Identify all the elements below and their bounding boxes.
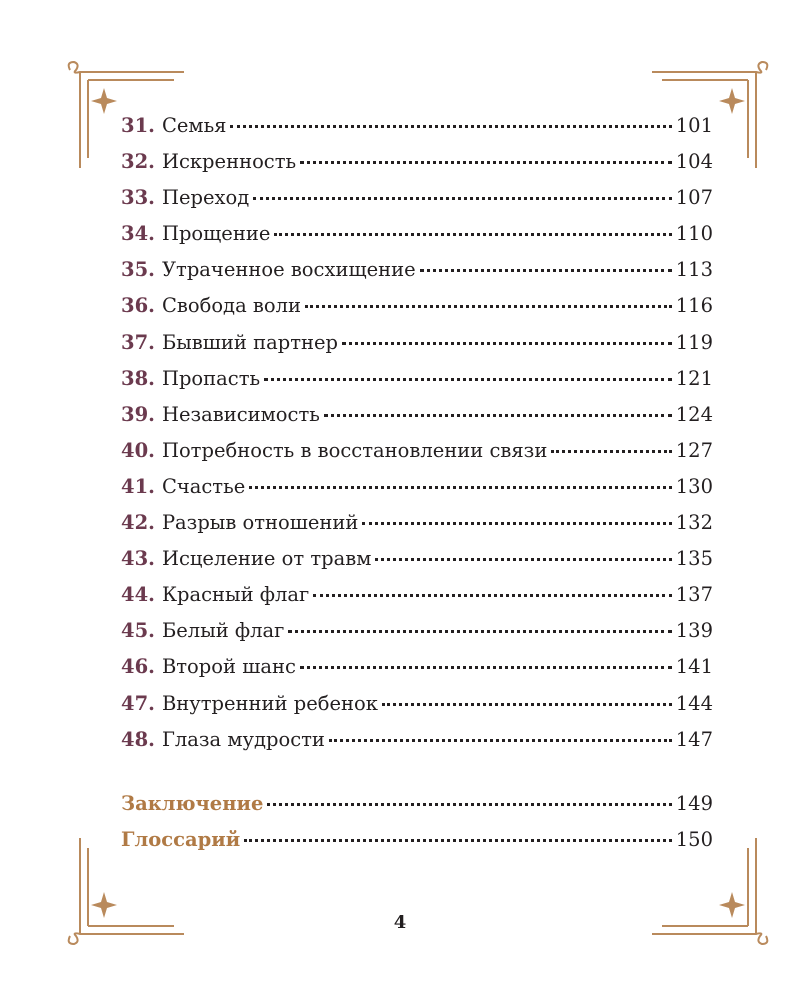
- toc-entry[interactable]: [121, 583, 713, 619]
- entry-page: 150: [675, 827, 713, 851]
- entry-number: 45.: [121, 619, 155, 643]
- entry-title: Прощение: [161, 222, 271, 246]
- dot-leader: [329, 739, 672, 742]
- dot-leader: [274, 233, 671, 236]
- entry-number: 31.: [121, 114, 155, 137]
- entry-page: 130: [675, 474, 713, 498]
- entry-title: Белый флаг: [161, 619, 285, 643]
- entry-title: Внутренний ребенок: [161, 691, 378, 715]
- dot-leader: [267, 803, 671, 806]
- entry-page: 110: [675, 222, 713, 246]
- entry-title: Бывший партнер: [161, 330, 338, 354]
- toc-entry[interactable]: [121, 728, 713, 764]
- entry-title: Глаза мудрости: [161, 727, 325, 751]
- dot-leader: [244, 839, 672, 842]
- dot-leader: [230, 125, 671, 128]
- entry-number: 44.: [121, 583, 155, 607]
- entry-page: 104: [675, 150, 713, 174]
- entry-number: 34.: [121, 222, 155, 246]
- entry-number: 35.: [121, 258, 155, 282]
- entry-title: Семья: [161, 114, 227, 137]
- entry-title: Заключение: [121, 791, 264, 815]
- toc-entry[interactable]: [121, 186, 713, 222]
- entry-number: 48.: [121, 727, 155, 751]
- entry-number: 42.: [121, 511, 155, 535]
- entry-page: 107: [675, 186, 713, 210]
- entry-title: Утраченное восхищение: [161, 258, 416, 282]
- toc-entry[interactable]: [121, 692, 713, 728]
- toc-entry[interactable]: [121, 655, 713, 691]
- entry-page: 113: [675, 258, 713, 282]
- page-number: 4: [393, 912, 407, 933]
- entry-number: 43.: [121, 547, 155, 571]
- entry-number: 32.: [121, 150, 155, 174]
- dot-leader: [382, 703, 672, 706]
- toc-entry[interactable]: [121, 331, 713, 367]
- entry-title: Исцеление от травм: [161, 547, 372, 571]
- toc-entry[interactable]: [121, 114, 713, 150]
- toc-entry[interactable]: [121, 258, 713, 294]
- entry-page: 135: [675, 547, 713, 571]
- dot-leader: [249, 486, 672, 489]
- dot-leader: [305, 305, 672, 308]
- toc-entry[interactable]: [121, 403, 713, 439]
- entry-title: Счастье: [161, 474, 246, 498]
- dot-leader: [342, 342, 672, 345]
- dot-leader: [420, 269, 672, 272]
- entry-title: Глоссарий: [121, 827, 241, 851]
- toc-entry[interactable]: [121, 294, 713, 330]
- dot-leader: [253, 197, 672, 200]
- toc-entry[interactable]: [121, 619, 713, 655]
- dot-leader: [288, 630, 671, 633]
- section-gap: [121, 764, 713, 792]
- entry-page: 147: [675, 727, 713, 751]
- toc-entry[interactable]: [121, 547, 713, 583]
- dot-leader: [375, 558, 671, 561]
- entry-page: 119: [675, 330, 713, 354]
- toc-entry[interactable]: [121, 367, 713, 403]
- dot-leader: [313, 594, 672, 597]
- entry-number: 47.: [121, 691, 155, 715]
- toc-entry-conclusion[interactable]: [121, 792, 713, 828]
- entry-page: 141: [675, 655, 713, 679]
- toc-entry[interactable]: [121, 511, 713, 547]
- entry-title: Потребность в восстановлении связи: [161, 438, 548, 462]
- entry-page: 132: [675, 511, 713, 535]
- entry-title: Искренность: [161, 150, 297, 174]
- toc-entry-glossary[interactable]: [121, 828, 713, 864]
- entry-page: 139: [675, 619, 713, 643]
- entry-number: 37.: [121, 330, 155, 354]
- entry-page: 124: [675, 402, 713, 426]
- entry-title: Свобода воли: [161, 294, 301, 318]
- entry-page: 149: [675, 791, 713, 815]
- entry-page: 137: [675, 583, 713, 607]
- dot-leader: [324, 414, 672, 417]
- entry-title: Пропасть: [161, 366, 261, 390]
- entry-title: Второй шанс: [161, 655, 296, 679]
- entry-title: Красный флаг: [161, 583, 310, 607]
- entry-page: 101: [675, 114, 713, 137]
- dot-leader: [551, 450, 671, 453]
- entry-page: 144: [675, 691, 713, 715]
- entry-page: 116: [675, 294, 713, 318]
- table-of-contents: [121, 114, 713, 864]
- toc-entry[interactable]: [121, 150, 713, 186]
- dot-leader: [300, 666, 672, 669]
- entry-number: 39.: [121, 402, 155, 426]
- entry-number: 40.: [121, 438, 155, 462]
- dot-leader: [264, 378, 672, 381]
- entry-number: 33.: [121, 186, 155, 210]
- entry-number: 46.: [121, 655, 155, 679]
- entry-page: 121: [675, 366, 713, 390]
- entry-number: 36.: [121, 294, 155, 318]
- toc-entry[interactable]: [121, 475, 713, 511]
- entry-page: 127: [675, 438, 713, 462]
- entry-title: Переход: [161, 186, 250, 210]
- entry-number: 41.: [121, 474, 155, 498]
- dot-leader: [300, 161, 672, 164]
- toc-entry[interactable]: [121, 439, 713, 475]
- entry-title: Разрыв отношений: [161, 511, 359, 535]
- dot-leader: [362, 522, 671, 525]
- entry-title: Независимость: [161, 402, 320, 426]
- toc-entry[interactable]: [121, 222, 713, 258]
- entry-number: 38.: [121, 366, 155, 390]
